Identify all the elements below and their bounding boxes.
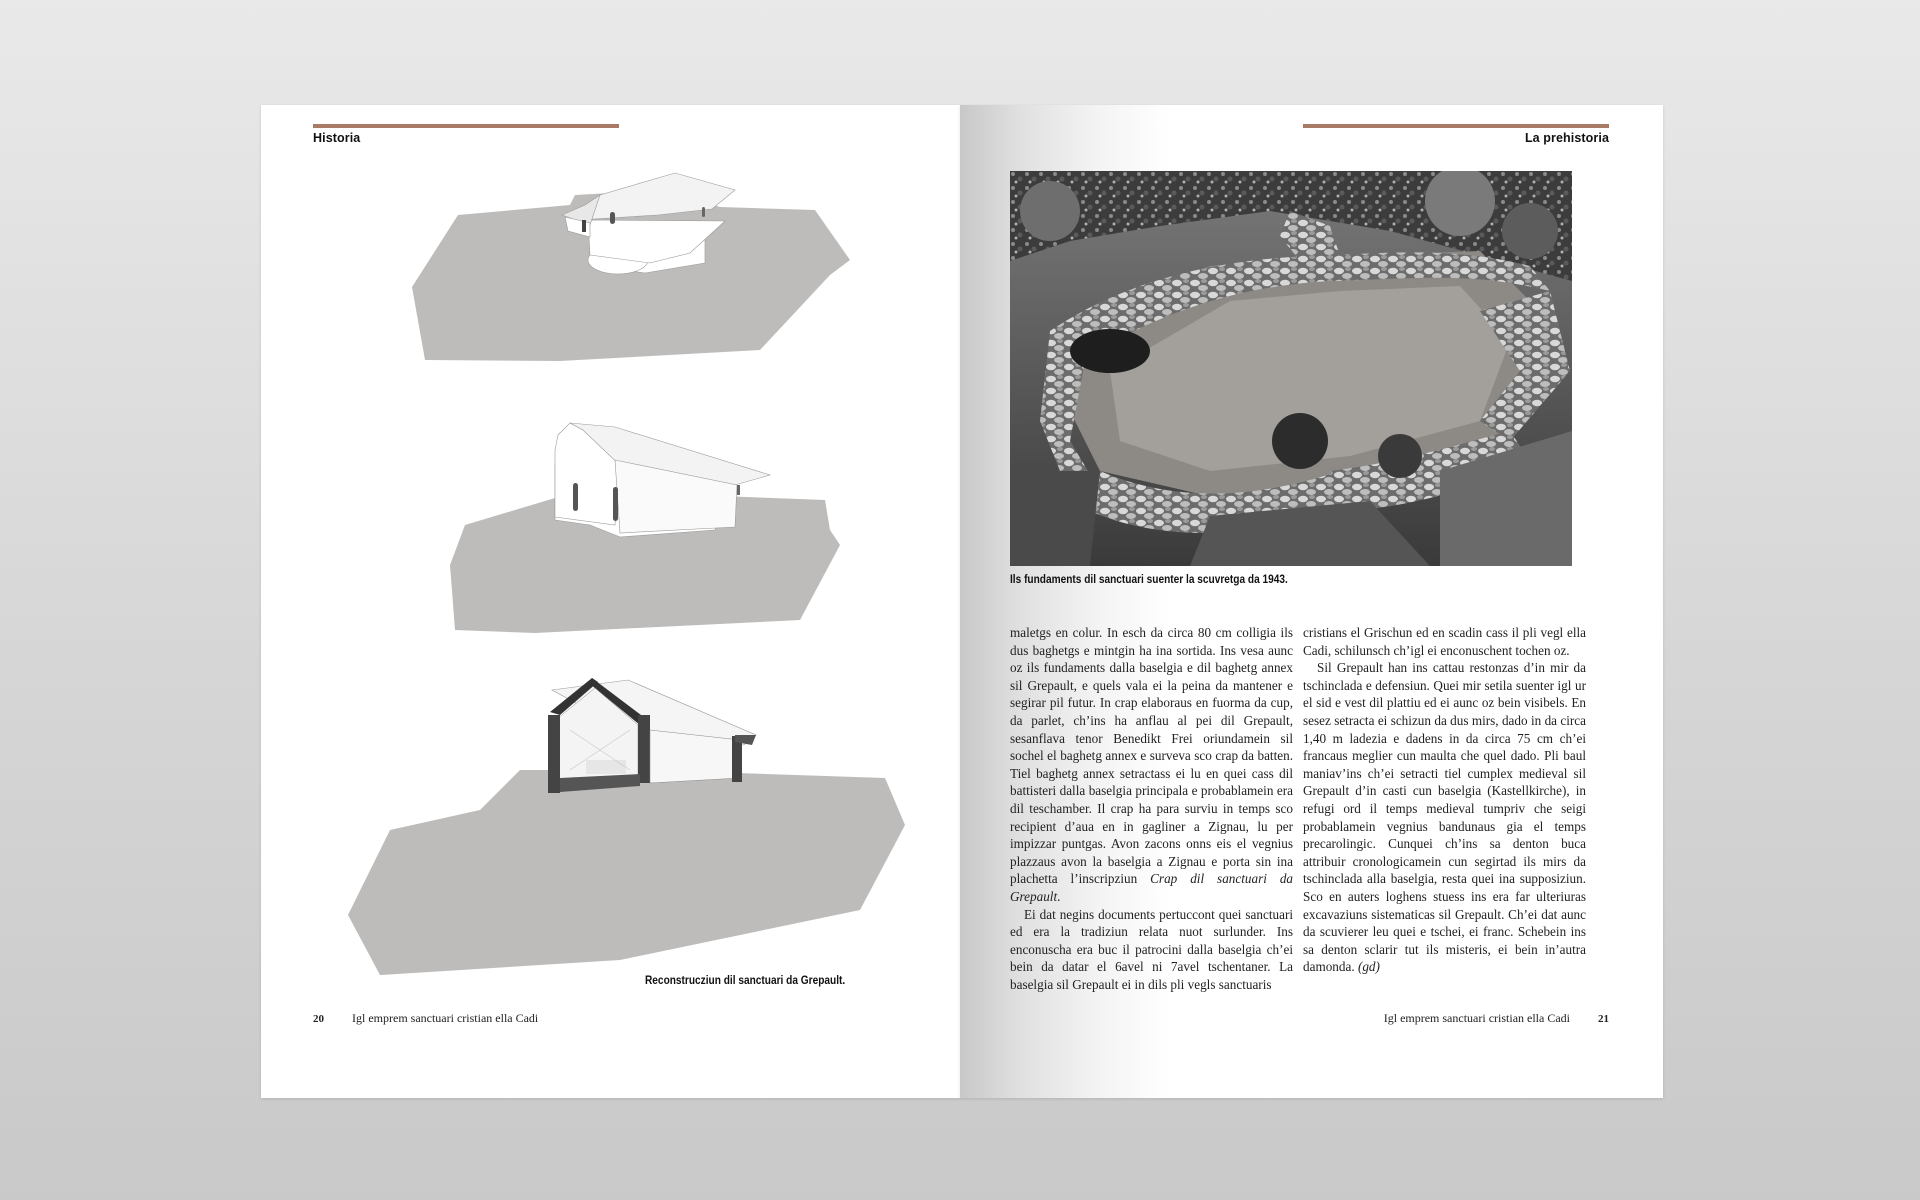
right-footer-title: Igl emprem sanctuari cristian ella Cadi bbox=[1383, 1011, 1570, 1025]
column2-paragraph-2 bbox=[1303, 659, 1586, 976]
right-header-rule bbox=[1303, 124, 1609, 128]
left-running-head: Historia bbox=[313, 131, 361, 145]
reconstruction-view-3 bbox=[340, 670, 910, 980]
reconstruction-view-2 bbox=[445, 415, 845, 640]
left-page-number: 20 bbox=[313, 1013, 324, 1025]
column2-p2-text: Sil Grepault han ins cattau restonzas d’in mir da tschinclada e defensiun. Quei mir setila suenter igl ur el sid e vest dil plattiu ed ei aunc oz bein visibels. En sesez setracta ei schizun da dus mirs, dado in da circa 1,40 m ladezia e dadens in da circa 75 cm ch’ei francaus meglier cun maulta che quel dado. Pli baul maniav’ins ch’ei setracti tiel cumplex medieval sil Grepault d’in casti cun baselgia (Kastellkirche), in refugi ord il temps medieval tumpriv che seigi probablamein vegnius bandunaus gia el temps precarolingic. Cunquei ch’ins sa denton buca attribuir cronologicamein cun segirtad ils mirs da tschinclada alla baselgia, resta quei ina supposiziun. Sco en auters loghens stuess ins era far ulteriuras excavaziuns sistematicas sil Grepault. Ch’ei dat aunc da scuvierer leu quei e tschei, ei franc. Schebein ins sa denton sclarir tut ils misteris, ei bein in’autra damonda. bbox=[1303, 660, 1586, 975]
left-footer-title: Igl emprem sanctuari cristian ella Cadi bbox=[352, 1011, 539, 1025]
author-initials: (gd) bbox=[1357, 959, 1380, 975]
terrain-3 bbox=[348, 770, 905, 975]
text-column-2 bbox=[1303, 624, 1586, 976]
column1-p1-end: . bbox=[1057, 888, 1061, 904]
right-footer bbox=[1384, 1011, 1609, 1026]
left-header-rule bbox=[313, 124, 619, 128]
reconstruction-caption: Reconstrucziun dil sanctuari da Grepault. bbox=[645, 975, 846, 987]
right-running-head: La prehistoria bbox=[1524, 131, 1609, 145]
excavation-photo bbox=[1010, 171, 1572, 566]
column2-paragraph-1: cristians el Grischun ed en scadin cass il pli vegl ella Cadi, schilunsch ch’igl ei enconuschent tochen oz. bbox=[1303, 625, 1586, 658]
reconstruction-view-1 bbox=[400, 165, 860, 370]
photo-caption: Ils fundaments dil sanctuari suenter la scuvretga da 1943. bbox=[1010, 574, 1288, 586]
left-footer bbox=[313, 1011, 538, 1026]
column1-paragraph-1 bbox=[1010, 624, 1293, 906]
text-column-1 bbox=[1010, 624, 1293, 993]
right-page-number: 21 bbox=[1598, 1013, 1609, 1025]
inscription-italic: Crap dil sanctuari da Grepault bbox=[1010, 871, 1294, 904]
column1-p1-text: maletgs en colur. In esch da circa 80 cm colligia ils dus baghetgs e mintgin ha ina sortida. Ins vesa aunc oz ils fundaments dalla baselgia e dil baghetg annex sil Grepault, e quels vala ei la peina da mantener e segirar pil futur. In crap elaboraus en fuorma da cup, da parlet, ch’ins ha anflau al pei dil Grepault, sesanflava tenor Benedikt Frei oriundamein sil sochel el baghetg annex e surveva sco crap da batten. Tiel baghetg annex setractass ei lu en quei cass dil battisteri dalla baselgia principala e probablamein era dil teschamber. Il crap ha para surviu in temps sco recipient d’aua en in gagliner a Zignau, lu per impizzar puntgas. Avon zacons onns eis el vegnius plazzaus avon la baselgia a Zignau e porta sin ina plachetta l’inscripziun bbox=[1010, 625, 1293, 887]
column1-paragraph-2: Ei dat negins documents pertuccont quei sanctuari ed era la tradiziun relata nuot surlunder. Ins enconuscha era buc il patrocini dalla baselgia ch’ei bein da datar el 6avel ni 7avel tschentaner. La baselgia sil Grepault ei in dils pli vegls sanctuaris bbox=[1010, 906, 1293, 992]
church-cutaway-model bbox=[548, 678, 756, 793]
